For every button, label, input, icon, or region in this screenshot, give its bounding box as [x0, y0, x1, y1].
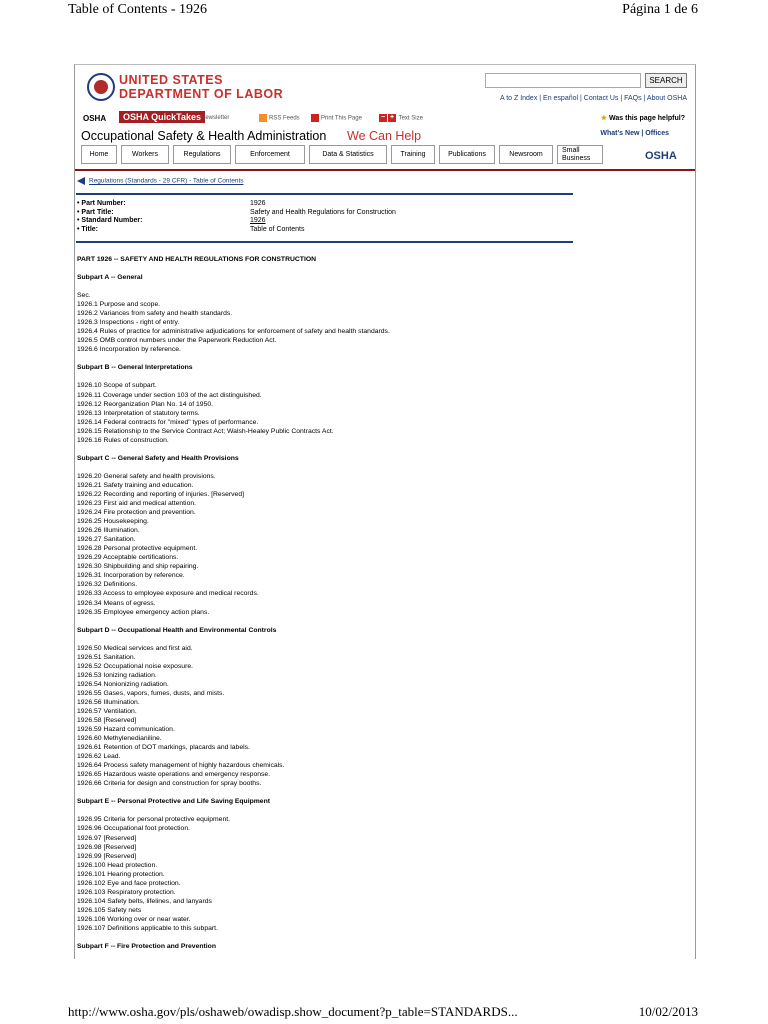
toc-entry[interactable]: 1926.52 Occupational noise exposure. — [77, 662, 194, 670]
spacer — [77, 617, 677, 626]
spacer — [77, 806, 677, 815]
toc-entry[interactable]: 1926.98 [Reserved] — [77, 843, 137, 851]
print-footer — [68, 1002, 698, 1024]
spacer — [77, 264, 677, 273]
text-larger-icon[interactable]: + — [389, 114, 395, 121]
subpart-heading: Subpart E -- Personal Protective and Life Saving Equipment — [77, 798, 270, 806]
quicktakes-link[interactable]: OSHA QuickTakes — [119, 111, 205, 123]
toc-entry[interactable]: 1926.22 Recording and reporting of injuries. [Reserved] — [77, 490, 245, 498]
toc-entry[interactable]: 1926.99 [Reserved] — [77, 852, 137, 860]
subpart-heading: Subpart D -- Occupational Health and Environmental Controls — [77, 626, 277, 634]
star-icon: ★ — [600, 115, 608, 122]
toc-entry[interactable]: 1926.27 Sanitation. — [77, 536, 136, 544]
toc-entry[interactable]: 1926.25 Housekeeping. — [77, 518, 149, 526]
toc-entry[interactable]: 1926.32 Definitions. — [77, 581, 138, 589]
toc-entry[interactable]: 1926.53 Ionizing radiation. — [77, 671, 157, 679]
subpart-heading: Subpart C -- General Safety and Health Provisions — [77, 454, 239, 462]
toc-entry[interactable]: 1926.30 Shipbuilding and ship repairing. — [77, 563, 199, 571]
meta-bottom-rule — [76, 241, 573, 243]
toc-entry[interactable]: 1926.14 Federal contracts for "mixed" types of performance. — [77, 418, 259, 426]
toc-entry[interactable]: 1926.2 Variances from safety and health standards. — [77, 310, 233, 318]
rss-icon — [259, 114, 267, 122]
back-arrow-icon — [77, 177, 85, 185]
toc-entry[interactable]: 1926.102 Eye and face protection. — [77, 879, 181, 887]
toc-entry[interactable]: 1926.96 Occupational foot protection. — [77, 825, 190, 833]
print-page-number: Página 1 de 6 — [622, 2, 698, 17]
toc-entry[interactable]: 1926.33 Access to employee exposure and medical records. — [77, 590, 259, 598]
spacer — [77, 788, 677, 797]
toc-entry[interactable]: 1926.55 Gases, vapors, fumes, dusts, and mists. — [77, 689, 225, 697]
printer-icon — [311, 114, 319, 122]
osha-logo[interactable]: OSHA — [645, 150, 677, 162]
meta-top-rule — [76, 193, 573, 195]
search-input[interactable] — [485, 73, 641, 88]
nav-training[interactable]: Training — [391, 145, 435, 164]
osha-label: OSHA — [83, 114, 107, 123]
print-title: Table of Contents - 1926 — [68, 2, 207, 17]
toc-entry[interactable]: 1926.16 Rules of construction. — [77, 436, 169, 444]
part-title: PART 1926 -- SAFETY AND HEALTH REGULATIONS FOR CONSTRUCTION — [77, 256, 317, 263]
toc-sections — [77, 264, 677, 951]
print-url: http://www.osha.gov/pls/oshaweb/owadisp.show_document?p_table=STANDARDS... — [68, 1004, 518, 1019]
nav-regulations[interactable]: Regulations — [173, 145, 231, 164]
nav-small-business[interactable]: Small Business — [557, 145, 603, 164]
toc-entry[interactable]: 1926.105 Safety nets — [77, 906, 142, 914]
nav-enforcement[interactable]: Enforcement — [235, 145, 305, 164]
search-button[interactable]: SEARCH — [645, 73, 687, 88]
agency-title[interactable]: Occupational Safety & Health Administration — [81, 129, 327, 143]
toc-entry[interactable]: 1926.12 Reorganization Plan No. 14 of 1950. — [77, 400, 214, 408]
subpart-heading: Subpart A -- General — [77, 274, 143, 282]
spacer — [77, 463, 677, 472]
toc-entry[interactable]: 1926.11 Coverage under section 103 of the act distinguished. — [77, 391, 262, 399]
nav-home[interactable]: Home — [81, 145, 117, 164]
top-links[interactable]: A to Z Index | En español | Contact Us | FAQs | About OSHA — [499, 95, 687, 102]
subpart-heading: Subpart F -- Fire Protection and Prevention — [77, 943, 216, 951]
text-size-control[interactable]: − + Text Size — [380, 114, 423, 122]
print-header — [68, 0, 698, 22]
page-frame: UNITED STATES DEPARTMENT OF LABOR SEARCH A to Z Index | En español | Contact Us | FAQs | About OSHA OSHA OSHA QuickTakes Newsletter RSS Feeds Print This Page − + Text Size ★ Was this page helpful? Occupational Safety & Health Administration We Can Help What's New | Offices Home Workers Regulations Enforcement Data & Statistics Training Publications Newsroom Small Business OSHA Regulations (Standards - 29 CFR) - Table of Contents • Part Number: 1926 • Part Title: Safety and Health Regulations for Construction • Standard Number: 1926 • Title: Table of Contents PART 1926 -- SAFETY AND HEALTH REGULATIONS FOR CONSTRUCTION Subpart A -- General Sec. 1926.1 Purpose and scope. 1926.2 Variances from safety and health standards. 1926.3 Inspections - right of entry. 1926.4 Rules of practice for administrative adjudications for enforcement of safety and health standards. 1926.5 OMB control numbers under the Paperwork Reduction Act. 1926.6 Incorporation by reference. Subpart B -- General Interpretations 1926.10 Scope of subpart. 1926.11 Coverage under section 103 of the act distinguished. 1926.12 Reorganization Plan No. 14 of 1950. 1926.13 Interpretation of statutory terms. 1926.14 Federal contracts for "mixed" types of performance. 1926.15 Relationship to the Service Contract Act; Walsh-Healey Public Contracts Act. 1926.16 Rules of construction. Subpart C -- General Safety and Health Provisions 1926.20 General safety and health provisions. 1926.21 Safety training and education. 1926.22 Recording and reporting of injuries. [Reserved] 1926.23 First aid and medical attention. 1926.24 Fire protection and prevention. 1926.25 Housekeeping. 1926.26 Illumination. 1926.27 Sanitation. 1926.28 Personal protective equipment. 1926.29 Acceptable certifications. 1926.30 Shipbuilding and ship repairing. 1926.31 Incorporation by reference. 1926.32 Definitions. 1926.33 Access to employee exposure and medical records. 1926.34 Means of egress. 1926.35 Employee emergency action plans. Subpart D -- Occupational Health and Environmental Controls 1926.50 Medical services and first aid. 1926.51 Sanitation. 1926.52 Occupational noise exposure. 1926.53 Ionizing radiation. 1926.54 Nonionizing radiation. 1926.55 Gases, vapors, fumes, dusts, and mists. 1926.56 Illumination. 1926.57 Ventilation. 1926.58 [Reserved] 1926.59 Hazard communication. 1926.60 Methylenedianiline. 1926.61 Retention of DOT markings, placards and labels. 1926.62 Lead. 1926.64 Process safety management of highly hazardous chemicals. 1926.65 Hazardous waste operations and emergency response. 1926.66 Criteria for design and construction for spray booths. Subpart E -- Personal Protective and Life Saving Equipment 1926.95 Criteria for personal protective equipment. 1926.96 Occupational foot protection. 1926.97 [Reserved] 1926.98 [Reserved] 1926.99 [Reserved] 1926.100 Head protection. 1926.101 Hearing protection. 1926.102 Eye and face protection. 1926.103 Respiratory protection. 1926.104 Safety belts, lifelines, and lanyards 1926.105 Safety nets 1926.106 Working over or near water. 1926.107 Definitions applicable to this subpart. Subpart F -- Fire Protection and Prevention — [74, 64, 696, 959]
toc-entry[interactable]: 1926.57 Ventilation. — [77, 707, 137, 715]
toc-entry[interactable]: 1926.106 Working over or near water. — [77, 915, 191, 923]
spacer — [77, 933, 677, 942]
toc-entry[interactable]: 1926.59 Hazard communication. — [77, 726, 175, 734]
rss-feeds-link[interactable]: RSS Feeds — [259, 114, 300, 122]
spacer — [77, 372, 677, 381]
toc-entry[interactable]: 1926.1 Purpose and scope. — [77, 301, 161, 309]
toc-entry[interactable]: 1926.95 Criteria for personal protective equipment. — [77, 816, 231, 824]
toc-entry[interactable]: 1926.35 Employee emergency action plans. — [77, 608, 210, 616]
toc-entry[interactable]: 1926.104 Safety belts, lifelines, and lanyards — [77, 897, 212, 905]
sec-label: Sec. — [77, 292, 91, 300]
newsletter-link[interactable]: Newsletter — [201, 115, 230, 121]
toc-entry[interactable]: 1926.101 Hearing protection. — [77, 870, 165, 878]
spacer — [77, 445, 677, 454]
nav-workers[interactable]: Workers — [121, 145, 169, 164]
toc-entry[interactable]: 1926.97 [Reserved] — [77, 834, 137, 842]
standard-number-link[interactable]: 1926 — [250, 217, 266, 224]
toc-entry[interactable]: 1926.100 Head protection. — [77, 861, 158, 869]
toc-entry[interactable]: 1926.61 Retention of DOT markings, placards and labels. — [77, 744, 250, 752]
toc-entry[interactable]: 1926.28 Personal protective equipment. — [77, 545, 198, 553]
toc-entry[interactable]: 1926.60 Methylenedianiline. — [77, 735, 162, 743]
header-divider — [75, 169, 695, 171]
nav-publications[interactable]: Publications — [439, 145, 495, 164]
toc-entry[interactable]: 1926.5 OMB control numbers under the Paperwork Reduction Act. — [77, 337, 277, 345]
toc-entry[interactable]: 1926.62 Lead. — [77, 753, 121, 761]
toc-entry[interactable]: 1926.24 Fire protection and prevention. — [77, 509, 196, 517]
toc-entry[interactable]: 1926.50 Medical services and first aid. — [77, 644, 193, 652]
spacer — [77, 282, 677, 291]
toc-entry[interactable]: 1926.15 Relationship to the Service Contract Act; Walsh-Healey Public Contracts Act. — [77, 427, 334, 435]
dol-logo-text[interactable]: UNITED STATES DEPARTMENT OF LABOR — [119, 73, 284, 101]
spacer — [77, 635, 677, 644]
toc-entry[interactable]: 1926.26 Illumination. — [77, 527, 140, 535]
toc-entry[interactable]: 1926.23 First aid and medical attention. — [77, 499, 197, 507]
page-helpful-link[interactable]: ★ Was this page helpful? — [600, 115, 685, 122]
toc-entry[interactable]: 1926.64 Process safety management of highly hazardous chemicals. — [77, 762, 285, 770]
nav-data-statistics[interactable]: Data & Statistics — [309, 145, 387, 164]
toc-entry[interactable]: 1926.66 Criteria for design and construction for spray booths. — [77, 780, 262, 788]
we-can-help-link[interactable]: We Can Help — [347, 129, 422, 143]
nav-newsroom[interactable]: Newsroom — [499, 145, 553, 164]
toc-entry[interactable]: 1926.103 Respiratory protection. — [77, 888, 176, 896]
subpart-heading: Subpart B -- General Interpretations — [77, 364, 193, 372]
toc-entry[interactable]: 1926.54 Nonionizing radiation. — [77, 680, 169, 688]
dol-seal-icon[interactable] — [87, 73, 115, 101]
toc-content — [77, 255, 677, 951]
toc-entry[interactable]: 1926.51 Sanitation. — [77, 653, 136, 661]
print-date: 10/02/2013 — [638, 1004, 698, 1019]
toc-entry[interactable]: 1926.58 [Reserved] — [77, 717, 137, 725]
text-smaller-icon[interactable]: − — [380, 114, 386, 121]
toc-entry[interactable]: 1926.3 Inspections - right of entry. — [77, 319, 180, 327]
toc-entry[interactable]: 1926.21 Safety training and education. — [77, 481, 194, 489]
whats-new-links[interactable]: What's New | Offices — [600, 130, 669, 137]
toc-entry[interactable]: 1926.29 Acceptable certifications. — [77, 554, 179, 562]
main-nav — [81, 145, 607, 164]
toc-entry[interactable]: 1926.13 Interpretation of statutory terms. — [77, 409, 200, 417]
toc-entry[interactable]: 1926.10 Scope of subpart. — [77, 382, 157, 390]
toc-entry[interactable]: 1926.56 Illumination. — [77, 698, 140, 706]
print-page-link[interactable]: Print This Page — [311, 114, 362, 122]
breadcrumb[interactable]: Regulations (Standards - 29 CFR) - Table of Contents — [77, 177, 244, 185]
toc-entry[interactable]: 1926.20 General safety and health provisions. — [77, 472, 216, 480]
toc-entry[interactable]: 1926.65 Hazardous waste operations and emergency response. — [77, 771, 271, 779]
toc-entry[interactable]: 1926.4 Rules of practice for administrative adjudications for enforcement of safety and health standards. — [77, 328, 390, 336]
toc-entry[interactable]: 1926.6 Incorporation by reference. — [77, 346, 181, 354]
toc-entry[interactable]: 1926.31 Incorporation by reference. — [77, 572, 185, 580]
toc-entry[interactable]: 1926.107 Definitions applicable to this subpart. — [77, 925, 218, 932]
spacer — [77, 354, 677, 363]
toc-entry[interactable]: 1926.34 Means of egress. — [77, 599, 156, 607]
